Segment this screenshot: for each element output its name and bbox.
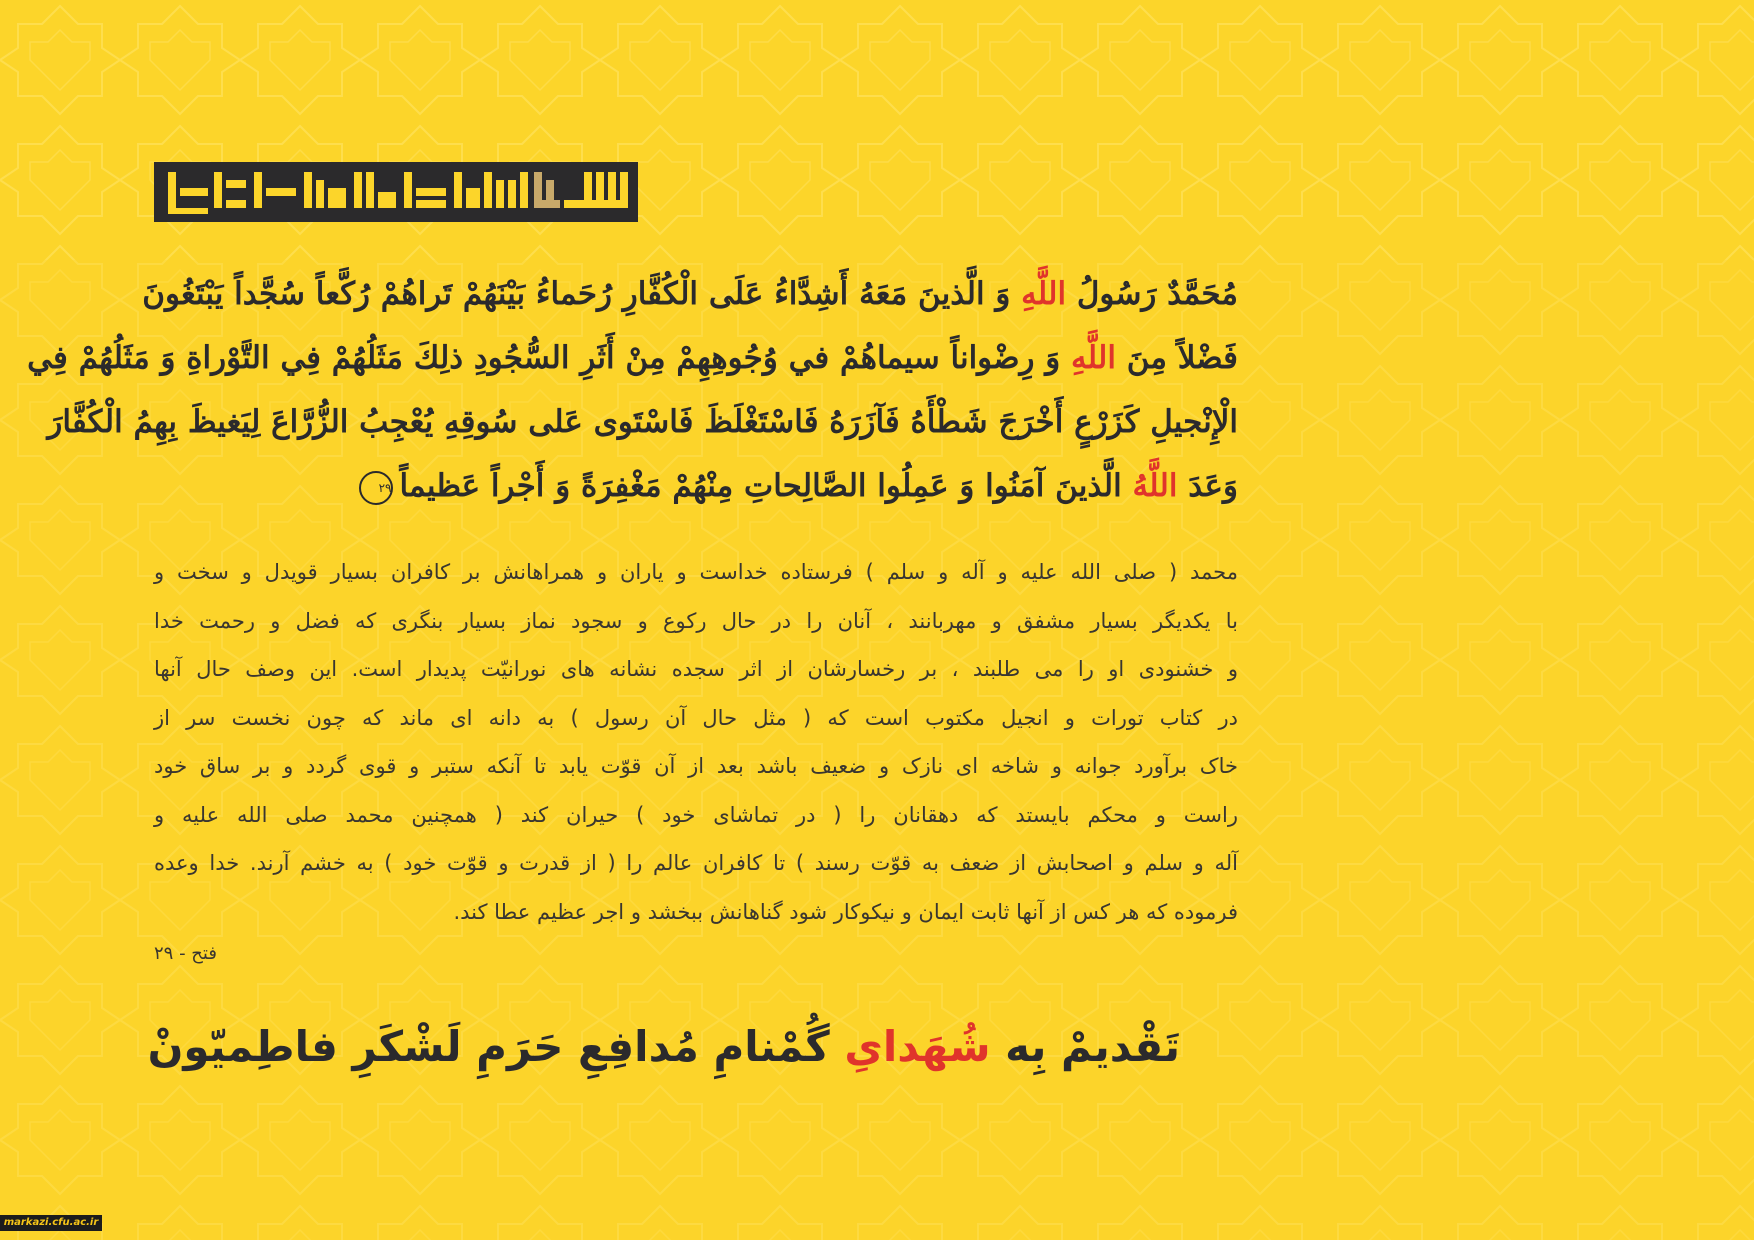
ayah-number-marker: ۲۹ <box>359 471 393 505</box>
verse-line-3: الْإِنْجيلِ كَزَرْعٍ أَخْرَجَ شَطْأَهُ فَآزَرَهُ فَاسْتَغْلَظَ فَاسْتَوى‏ عَلى‏ سُوقِهِ يُعْجِبُ الزُّرَّاعَ لِيَغيظَ بِهِمُ الْكُفَّارَ <box>47 404 1238 440</box>
verse-allah-word: اللَّهِ <box>1071 340 1116 376</box>
translation-line: خاک برآورد جوانه و شاخه ای نازک و ضعیف باشد بعد از آن قوّت یابد تا آنکه ستبر و قوی گردد و بر ساق خود <box>154 754 1238 778</box>
basmala-calligraphy-logo <box>154 162 638 222</box>
translation-line: محمد ( صلی الله علیه و آله و سلم ) فرستاده خداست و یاران و همراهانش بر کافران بسیار قویدل و سخت و <box>154 560 1238 584</box>
source-reference: فتح - ۲۹ <box>154 943 217 964</box>
translation-line: راست و محکم بایستد که دهقانان را ( در تماشای خود ) حیران کند ( همچنین محمد صلی الله علیه و <box>154 802 1238 827</box>
dedication-heading: تَقْدیمْ بِه شُهَدایِ گُمْنامِ مُدافِعِ حَرَمِ لَشْکَرِ فاطِمیّونْ <box>147 1022 1180 1071</box>
translation-line: و خشنودی او را می طلبند ، بر رخسارشان از اثر سجده نشانه های نورانیّت پدیدار است. این وصف حال آنها <box>154 657 1238 681</box>
verse-allah-word: اللَّهِ <box>1021 276 1067 312</box>
verse-line-4: وَعَدَ اللَّهُ الَّذينَ آمَنُوا وَ عَمِلُوا الصَّالِحاتِ مِنْهُمْ مَغْفِرَةً وَ أَجْراً عَظيماً۲۹ <box>150 454 1238 518</box>
translation-line: با یکدیگر بسیار مشفق و مهربانند ، آنان را در حال رکوع و سجود نماز بسیار بنگری که فضل و رحمت خدا <box>154 608 1238 633</box>
site-watermark: markazi.cfu.ac.ir <box>0 1215 102 1231</box>
verse-line-2: فَضْلاً مِنَ اللَّهِ وَ رِضْواناً سيماهُمْ في وُجُوهِهِمْ مِنْ أَثَرِ السُّجُودِ ذلِكَ مَثَلُهُمْ فِي التَّوْراةِ وَ مَثَلُهُمْ فِي <box>27 340 1238 376</box>
dedication-highlight: شُهَدایِ <box>844 1022 991 1071</box>
persian-translation <box>154 548 1238 936</box>
verse-allah-word: اللَّهُ <box>1132 468 1178 504</box>
quran-verse <box>27 262 1238 518</box>
translation-line: در کتاب تورات و انجیل مکتوب است که ( مثل حال آن رسول ) به دانه ای ماند که چون نخست سر از <box>154 705 1238 730</box>
translation-line: آله و سلم و اصحابش از ضعف به قوّت رسند ) تا کافران عالم را ( از قدرت و قوّت خود ) به خشم آرند. خدا وعده <box>154 851 1238 875</box>
verse-line-1: مُحَمَّدٌ رَسُولُ اللَّهِ وَ الَّذينَ مَعَهُ أَشِدَّاءُ عَلَى الْكُفَّارِ رُحَماءُ بَيْنَهُمْ تَراهُمْ رُكَّعاً سُجَّداً يَبْتَغُونَ <box>142 276 1238 312</box>
translation-line: فرموده که هر کس از آنها ثابت ایمان و نیکوکار شود گناهانش ببخشد و اجر عظیم عطا کند. <box>453 899 1238 924</box>
